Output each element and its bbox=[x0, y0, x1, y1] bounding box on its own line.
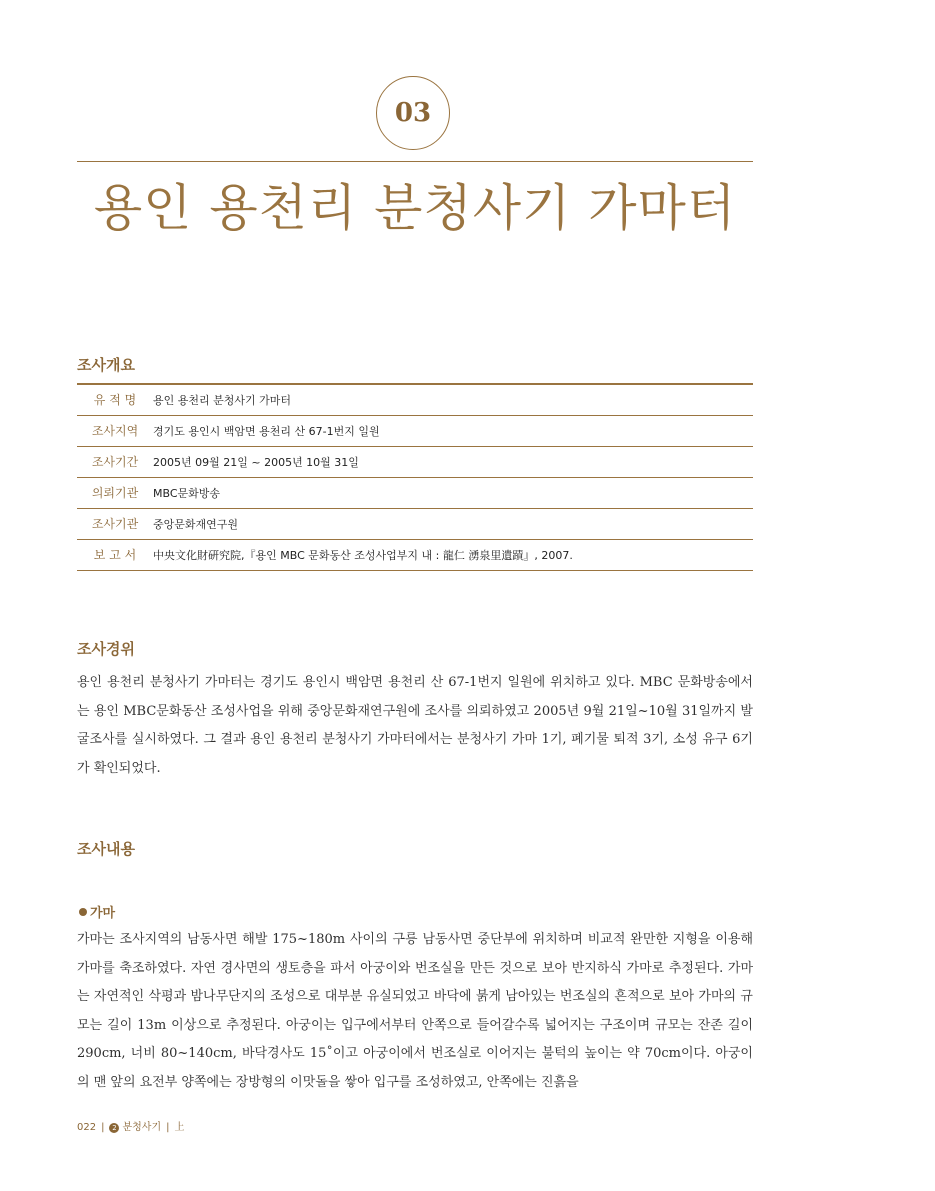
page-title: 용인 용천리 분청사기 가마터 bbox=[93, 179, 737, 237]
table-row bbox=[77, 539, 753, 570]
subheading-label: 가마 bbox=[90, 906, 116, 921]
table-row bbox=[77, 446, 753, 477]
table-row bbox=[77, 508, 753, 539]
bullet-icon bbox=[79, 908, 87, 916]
overview-table bbox=[77, 383, 753, 571]
row-label: 의뢰기관 bbox=[91, 486, 139, 500]
footer-separator: | bbox=[101, 1122, 105, 1133]
row-label: 유 적 명 bbox=[93, 393, 137, 408]
row-label: 보 고 서 bbox=[93, 548, 137, 562]
row-value: 용인 용천리 분청사기 가마터 bbox=[153, 393, 292, 407]
title-divider bbox=[77, 161, 753, 162]
page-footer bbox=[77, 1118, 184, 1133]
row-value: 경기도 용인시 백암면 용천리 산 67-1번지 일원 bbox=[153, 424, 380, 438]
footer-separator: | bbox=[166, 1122, 170, 1133]
contents-paragraph: 가마는 조사지역의 남동사면 해발 175~180m 사이의 구릉 남동사면 중단부에 위치하며 비교적 완만한 지형을 이용해 가마를 축조하였다. 자연 경사면의 생토층을 파서 아궁이와 번조실을 만든 것으로 보아 반지하식 가마로 추정된다. 가마는 자연적인 삭평과 밤나무단지의 조성으로 대부분 유실되었고 바닥에 붉게 남아있는 번조실의 흔적으로 보아 가마의 규모는 길이 13m 이상으로 추정된다. 아궁이는 입구에서부터 안쪽으로 들어갈수록 넓어지는 구조이며 규모는 잔존 길이 290cm, 너비 80~140cm, 바닥경사도 15˚이고 아궁이에서 번조실로 이어지는 불턱의 높이는 약 70cm이다. 아궁이의 맨 앞의 요전부 양쪽에는 장방형의 이맛돌을 쌓아 입구를 조성하였고, 안쪽에는 진흙을 bbox=[77, 932, 753, 1090]
contents-heading: 조사내용 bbox=[77, 840, 135, 858]
chapter-number-badge: 03 bbox=[376, 76, 450, 150]
row-label: 조사지역 bbox=[91, 424, 139, 438]
section-number-badge: 2 bbox=[109, 1123, 119, 1133]
row-label: 조사기간 bbox=[91, 455, 139, 469]
row-value: MBC문화방송 bbox=[153, 486, 221, 500]
row-value: 중앙문화재연구원 bbox=[153, 517, 239, 531]
volume-label: 上 bbox=[174, 1122, 185, 1133]
overview-heading: 조사개요 bbox=[77, 356, 135, 374]
table-row bbox=[77, 384, 753, 415]
page-number: 022 bbox=[77, 1122, 97, 1133]
background-heading: 조사경위 bbox=[77, 640, 135, 658]
row-value: 中央文化財硏究院,『용인 MBC 문화동산 조성사업부지 내 : 龍仁 湧泉里遺蹟』, 2007. bbox=[153, 548, 573, 562]
kiln-subheading bbox=[79, 902, 115, 921]
background-paragraph: 용인 용천리 분청사기 가마터는 경기도 용인시 백암면 용천리 산 67-1번지 일원에 위치하고 있다. MBC 문화방송에서는 용인 MBC문화동산 조성사업을 위해 중앙문화재연구원에 조사를 의뢰하였고 2005년 9월 21일~10월 31일까지 발굴조사를 실시하였다. 그 결과 용인 용천리 분청사기 가마터에서는 분청사기 가마 1기, 폐기물 퇴적 3기, 소성 유구 6기가 확인되었다. bbox=[77, 675, 753, 776]
table-row bbox=[77, 477, 753, 508]
row-value: 2005년 09월 21일 ~ 2005년 10월 31일 bbox=[153, 455, 359, 469]
table-row bbox=[77, 415, 753, 446]
row-label: 조사기관 bbox=[91, 517, 139, 531]
section-title: 분청사기 bbox=[122, 1122, 162, 1133]
